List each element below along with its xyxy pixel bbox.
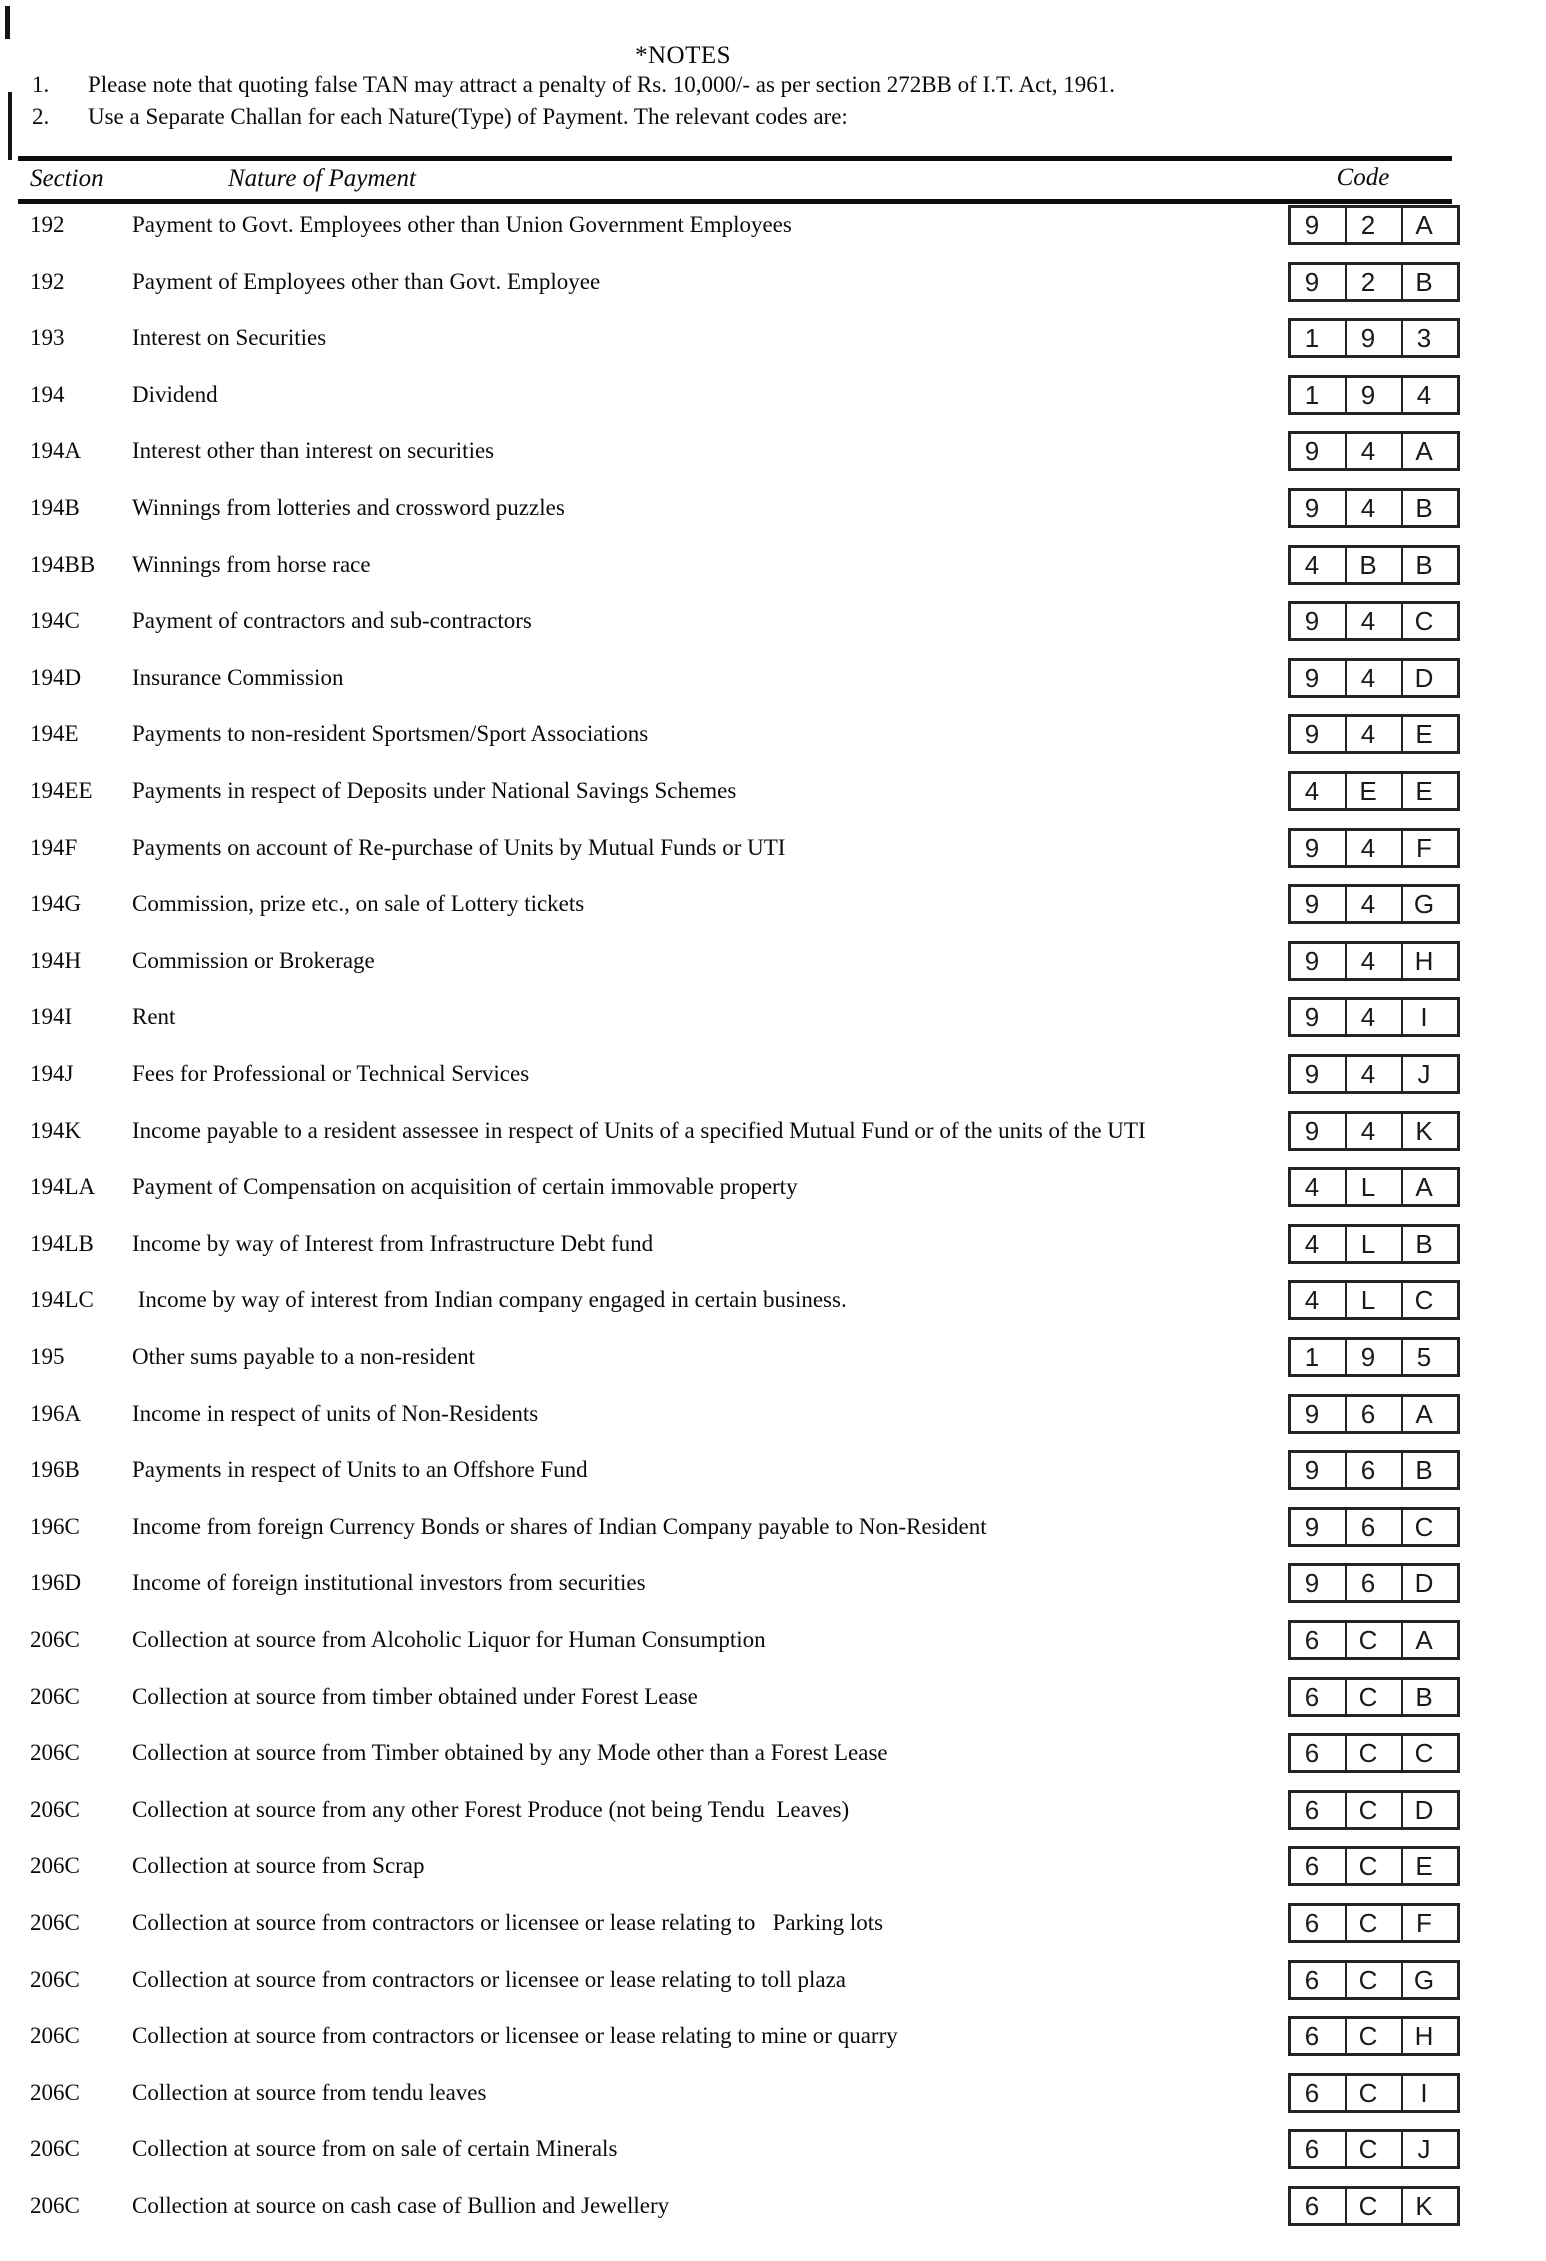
code-box xyxy=(1288,318,1460,358)
table-row xyxy=(0,1450,1546,1490)
code-cell: 3 xyxy=(1401,321,1457,355)
nature-cell: Collection at source from tendu leaves xyxy=(132,2080,487,2105)
code-cell: 6 xyxy=(1304,2020,1320,2051)
table-row xyxy=(0,884,1546,924)
code-cell: C xyxy=(1345,2076,1401,2110)
code-box xyxy=(1288,1167,1460,1207)
nature-cell: Insurance Commission xyxy=(132,665,344,690)
table-row xyxy=(0,1507,1546,1547)
section-cell: 206C xyxy=(30,1967,80,1992)
section-cell: 194G xyxy=(30,891,82,916)
code-cell: 6 xyxy=(1304,1794,1320,1825)
table-row xyxy=(0,1563,1546,1603)
section-cell: 192 xyxy=(30,269,65,294)
code-cell: 9 xyxy=(1345,1340,1401,1374)
note-text: Please note that quoting false TAN may attract a penalty of Rs. 10,000/- as per section 272BB of I.T. Act, 1961. xyxy=(88,72,1115,97)
code-box xyxy=(1288,997,1460,1037)
column-header-section: Section xyxy=(30,165,104,192)
table-row xyxy=(0,1960,1546,2000)
section-cell: 194D xyxy=(30,665,82,690)
code-cell: G xyxy=(1401,887,1457,921)
section-cell: 192 xyxy=(30,212,65,237)
section-cell: 206C xyxy=(30,2023,80,2048)
section-cell: 206C xyxy=(30,1853,80,1878)
table-row xyxy=(0,601,1546,641)
code-cell: 2 xyxy=(1345,208,1401,242)
code-cell: B xyxy=(1401,1227,1457,1261)
section-cell: 194I xyxy=(30,1004,73,1029)
section-cell: 196C xyxy=(30,1514,80,1539)
code-box xyxy=(1288,1733,1460,1773)
code-box xyxy=(1288,828,1460,868)
section-cell: 206C xyxy=(30,1684,80,1709)
column-header-nature-of-payment: Nature of Payment xyxy=(228,165,416,192)
code-cell: B xyxy=(1401,491,1457,525)
code-cell: 6 xyxy=(1304,1850,1320,1881)
table-row xyxy=(0,658,1546,698)
section-cell: 194LB xyxy=(30,1231,94,1256)
code-box xyxy=(1288,1790,1460,1830)
code-cell: 6 xyxy=(1304,1681,1320,1712)
section-cell: 194B xyxy=(30,495,80,520)
code-cell: K xyxy=(1401,2189,1457,2223)
table-row xyxy=(0,2186,1546,2226)
code-cell: A xyxy=(1401,1170,1457,1204)
code-cell: 6 xyxy=(1304,1737,1320,1768)
code-cell: D xyxy=(1401,1566,1457,1600)
code-cell: 6 xyxy=(1345,1510,1401,1544)
code-cell: C xyxy=(1345,1963,1401,1997)
code-cell: 9 xyxy=(1304,1058,1320,1089)
code-cell: 4 xyxy=(1345,434,1401,468)
section-cell: 206C xyxy=(30,1910,80,1935)
nature-cell: Payment of Compensation on acquisition of certain immovable property xyxy=(132,1174,798,1199)
code-cell: E xyxy=(1401,717,1457,751)
section-cell: 196A xyxy=(30,1401,82,1426)
code-cell: 6 xyxy=(1345,1566,1401,1600)
code-cell: C xyxy=(1401,1510,1457,1544)
code-box xyxy=(1288,375,1460,415)
table-row xyxy=(0,1111,1546,1151)
section-cell: 206C xyxy=(30,2080,80,2105)
scan-artifact xyxy=(5,6,10,39)
section-cell: 206C xyxy=(30,2136,80,2161)
code-cell: F xyxy=(1401,1906,1457,1940)
code-cell: 6 xyxy=(1345,1453,1401,1487)
code-cell: D xyxy=(1401,661,1457,695)
code-cell: 4 xyxy=(1345,491,1401,525)
code-cell: E xyxy=(1401,774,1457,808)
nature-cell: Interest on Securities xyxy=(132,325,327,350)
code-box xyxy=(1288,2016,1460,2056)
code-cell: 9 xyxy=(1304,1001,1320,1032)
code-cell: 4 xyxy=(1304,775,1320,806)
code-cell: C xyxy=(1345,1906,1401,1940)
nature-cell: Collection at source from any other Forest Produce (not being Tendu Leaves) xyxy=(132,1797,850,1822)
code-cell: 9 xyxy=(1304,662,1320,693)
code-cell: J xyxy=(1401,1057,1457,1091)
code-box xyxy=(1288,431,1460,471)
code-cell: 1 xyxy=(1304,322,1320,353)
code-cell: C xyxy=(1345,1736,1401,1770)
note-item xyxy=(0,72,1546,102)
nature-cell: Commission, prize etc., on sale of Lottery tickets xyxy=(132,891,585,916)
page-title: *NOTES xyxy=(634,42,732,69)
code-cell: C xyxy=(1401,1283,1457,1317)
code-cell: 4 xyxy=(1401,378,1457,412)
code-cell: C xyxy=(1345,2019,1401,2053)
code-box xyxy=(1288,884,1460,924)
section-cell: 194K xyxy=(30,1118,82,1143)
table-row xyxy=(0,941,1546,981)
nature-cell: Interest other than interest on securities xyxy=(132,438,495,463)
section-cell: 194BB xyxy=(30,552,96,577)
nature-cell: Income by way of Interest from Infrastructure Debt fund xyxy=(132,1231,654,1256)
nature-cell: Collection at source from Timber obtained by any Mode other than a Forest Lease xyxy=(132,1740,888,1765)
code-cell: C xyxy=(1345,1680,1401,1714)
code-cell: 4 xyxy=(1304,1284,1320,1315)
code-cell: I xyxy=(1401,1000,1457,1034)
nature-cell: Collection at source from on sale of certain Minerals xyxy=(132,2136,618,2161)
nature-cell: Dividend xyxy=(132,382,218,407)
code-box xyxy=(1288,1563,1460,1603)
code-cell: C xyxy=(1345,1793,1401,1827)
nature-cell: Collection at source from Alcoholic Liquor for Human Consumption xyxy=(132,1627,766,1652)
table-row xyxy=(0,205,1546,245)
code-cell: 4 xyxy=(1345,831,1401,865)
nature-cell: Payment of Employees other than Govt. Employee xyxy=(132,269,601,294)
code-cell: A xyxy=(1401,434,1457,468)
section-cell: 196D xyxy=(30,1570,82,1595)
code-cell: 4 xyxy=(1345,887,1401,921)
note-number: 2. xyxy=(32,104,50,129)
nature-cell: Collection at source from contractors or licensee or lease relating to toll plaza xyxy=(132,1967,846,1992)
nature-cell: Payment to Govt. Employees other than Union Government Employees xyxy=(132,212,792,237)
section-cell: 194H xyxy=(30,948,82,973)
code-cell: 9 xyxy=(1304,1567,1320,1598)
section-cell: 194LA xyxy=(30,1174,96,1199)
table-row xyxy=(0,1733,1546,1773)
section-cell: 193 xyxy=(30,325,65,350)
section-cell: 195 xyxy=(30,1344,65,1369)
nature-cell: Other sums payable to a non-resident xyxy=(132,1344,475,1369)
code-cell: C xyxy=(1345,2189,1401,2223)
code-cell: F xyxy=(1401,831,1457,865)
code-box xyxy=(1288,1111,1460,1151)
code-box xyxy=(1288,2186,1460,2226)
code-cell: L xyxy=(1345,1170,1401,1204)
code-cell: 9 xyxy=(1304,209,1320,240)
nature-cell: Collection at source from contractors or licensee or lease relating to Parking lots xyxy=(132,1910,884,1935)
code-box xyxy=(1288,1394,1460,1434)
code-cell: G xyxy=(1401,1963,1457,1997)
code-cell: 4 xyxy=(1345,604,1401,638)
nature-cell: Collection at source from timber obtained under Forest Lease xyxy=(132,1684,698,1709)
code-cell: 9 xyxy=(1304,1511,1320,1542)
table-row xyxy=(0,1337,1546,1377)
note-item xyxy=(0,104,1546,134)
code-box xyxy=(1288,262,1460,302)
code-cell: 6 xyxy=(1304,2190,1320,2221)
nature-cell: Income payable to a resident assessee in respect of Units of a specified Mutual Fund or of the units of the UTI xyxy=(132,1118,1146,1143)
code-cell: 9 xyxy=(1304,718,1320,749)
code-cell: B xyxy=(1345,548,1401,582)
code-box xyxy=(1288,1224,1460,1264)
section-cell: 206C xyxy=(30,1627,80,1652)
code-box xyxy=(1288,1960,1460,2000)
table-row xyxy=(0,545,1546,585)
code-cell: 9 xyxy=(1304,945,1320,976)
table-row xyxy=(0,1846,1546,1886)
section-cell: 194E xyxy=(30,721,79,746)
table-row xyxy=(0,431,1546,471)
code-cell: J xyxy=(1401,2132,1457,2166)
code-box xyxy=(1288,205,1460,245)
column-header-code: Code xyxy=(1336,164,1390,191)
code-box xyxy=(1288,714,1460,754)
section-cell: 194C xyxy=(30,608,80,633)
table-row xyxy=(0,375,1546,415)
section-cell: 206C xyxy=(30,1740,80,1765)
code-box xyxy=(1288,545,1460,585)
code-cell: 4 xyxy=(1345,1000,1401,1034)
code-cell: A xyxy=(1401,1397,1457,1431)
code-cell: 9 xyxy=(1304,435,1320,466)
section-cell: 194A xyxy=(30,438,82,463)
code-cell: K xyxy=(1401,1114,1457,1148)
table-row xyxy=(0,318,1546,358)
code-cell: L xyxy=(1345,1283,1401,1317)
nature-cell: Payments to non-resident Sportsmen/Sport Associations xyxy=(132,721,649,746)
code-cell: 9 xyxy=(1304,266,1320,297)
code-cell: C xyxy=(1345,2132,1401,2166)
table-row xyxy=(0,2129,1546,2169)
code-cell: 6 xyxy=(1304,1907,1320,1938)
code-cell: 9 xyxy=(1345,378,1401,412)
code-cell: 6 xyxy=(1345,1397,1401,1431)
code-cell: 4 xyxy=(1345,944,1401,978)
code-cell: C xyxy=(1345,1849,1401,1883)
code-box xyxy=(1288,601,1460,641)
nature-cell: Payments on account of Re-purchase of Units by Mutual Funds or UTI xyxy=(132,835,786,860)
code-box xyxy=(1288,941,1460,981)
note-text: Use a Separate Challan for each Nature(Type) of Payment. The relevant codes are: xyxy=(88,104,848,129)
code-cell: H xyxy=(1401,2019,1457,2053)
code-cell: D xyxy=(1401,1793,1457,1827)
code-cell: C xyxy=(1401,604,1457,638)
nature-cell: Income of foreign institutional investors from securities xyxy=(132,1570,646,1595)
nature-cell: Income from foreign Currency Bonds or shares of Indian Company payable to Non-Resident xyxy=(132,1514,987,1539)
table-row xyxy=(0,1167,1546,1207)
code-cell: 2 xyxy=(1345,265,1401,299)
section-cell: 194J xyxy=(30,1061,74,1086)
code-box xyxy=(1288,2073,1460,2113)
code-cell: 4 xyxy=(1345,661,1401,695)
table-top-rule xyxy=(18,156,1452,161)
table-row xyxy=(0,1790,1546,1830)
code-cell: I xyxy=(1401,2076,1457,2110)
section-cell: 206C xyxy=(30,1797,80,1822)
code-box xyxy=(1288,771,1460,811)
code-cell: 6 xyxy=(1304,1964,1320,1995)
code-cell: 9 xyxy=(1304,832,1320,863)
code-cell: 9 xyxy=(1345,321,1401,355)
code-cell: 4 xyxy=(1304,1228,1320,1259)
table-row xyxy=(0,1903,1546,1943)
code-box xyxy=(1288,1450,1460,1490)
nature-cell: Collection at source from Scrap xyxy=(132,1853,425,1878)
nature-cell: Collection at source on cash case of Bullion and Jewellery xyxy=(132,2193,670,2218)
code-cell: E xyxy=(1401,1849,1457,1883)
code-cell: 1 xyxy=(1304,379,1320,410)
table-header-rule xyxy=(18,199,1452,204)
table-row xyxy=(0,1677,1546,1717)
code-cell: 4 xyxy=(1345,717,1401,751)
code-box xyxy=(1288,1620,1460,1660)
code-cell: 9 xyxy=(1304,492,1320,523)
nature-cell: Income in respect of units of Non-Residents xyxy=(132,1401,539,1426)
table-row xyxy=(0,2016,1546,2056)
table-row xyxy=(0,997,1546,1037)
code-cell: 1 xyxy=(1304,1341,1320,1372)
code-cell: 6 xyxy=(1304,1624,1320,1655)
code-cell: A xyxy=(1401,1623,1457,1657)
table-row xyxy=(0,1620,1546,1660)
table-row xyxy=(0,1280,1546,1320)
code-cell: B xyxy=(1401,265,1457,299)
code-cell: E xyxy=(1345,774,1401,808)
code-cell: C xyxy=(1401,1736,1457,1770)
section-cell: 194EE xyxy=(30,778,93,803)
section-cell: 194F xyxy=(30,835,78,860)
code-cell: 9 xyxy=(1304,888,1320,919)
code-box xyxy=(1288,658,1460,698)
note-number: 1. xyxy=(32,72,50,97)
code-box xyxy=(1288,1337,1460,1377)
section-cell: 196B xyxy=(30,1457,80,1482)
code-cell: L xyxy=(1345,1227,1401,1261)
table-row xyxy=(0,262,1546,302)
table-row xyxy=(0,714,1546,754)
code-cell: 4 xyxy=(1304,549,1320,580)
code-box xyxy=(1288,488,1460,528)
nature-cell: Income by way of interest from Indian company engaged in certain business. xyxy=(132,1287,847,1312)
nature-cell: Commission or Brokerage xyxy=(132,948,375,973)
code-cell: 5 xyxy=(1401,1340,1457,1374)
code-box xyxy=(1288,1280,1460,1320)
code-cell: 4 xyxy=(1304,1171,1320,1202)
code-box xyxy=(1288,2129,1460,2169)
code-cell: 4 xyxy=(1345,1057,1401,1091)
table-row xyxy=(0,488,1546,528)
nature-cell: Collection at source from contractors or licensee or lease relating to mine or quarry xyxy=(132,2023,898,2048)
code-cell: B xyxy=(1401,1680,1457,1714)
table-row xyxy=(0,1224,1546,1264)
code-cell: A xyxy=(1401,208,1457,242)
section-cell: 194LC xyxy=(30,1287,94,1312)
code-box xyxy=(1288,1903,1460,1943)
code-box xyxy=(1288,1054,1460,1094)
code-cell: 9 xyxy=(1304,1398,1320,1429)
nature-cell: Winnings from horse race xyxy=(132,552,371,577)
code-cell: H xyxy=(1401,944,1457,978)
code-cell: 4 xyxy=(1345,1114,1401,1148)
table-row xyxy=(0,1054,1546,1094)
nature-cell: Payments in respect of Deposits under National Savings Schemes xyxy=(132,778,737,803)
nature-cell: Winnings from lotteries and crossword puzzles xyxy=(132,495,565,520)
section-cell: 206C xyxy=(30,2193,80,2218)
nature-cell: Payments in respect of Units to an Offshore Fund xyxy=(132,1457,588,1482)
table-row xyxy=(0,771,1546,811)
code-box xyxy=(1288,1677,1460,1717)
code-cell: 6 xyxy=(1304,2133,1320,2164)
code-box xyxy=(1288,1507,1460,1547)
code-cell: 9 xyxy=(1304,1454,1320,1485)
code-cell: 9 xyxy=(1304,605,1320,636)
table-row xyxy=(0,828,1546,868)
code-cell: B xyxy=(1401,1453,1457,1487)
code-cell: 9 xyxy=(1304,1115,1320,1146)
code-cell: 6 xyxy=(1304,2077,1320,2108)
code-cell: B xyxy=(1401,548,1457,582)
section-cell: 194 xyxy=(30,382,65,407)
nature-cell: Payment of contractors and sub-contractors xyxy=(132,608,532,633)
nature-cell: Rent xyxy=(132,1004,176,1029)
code-box xyxy=(1288,1846,1460,1886)
table-row xyxy=(0,1394,1546,1434)
code-cell: C xyxy=(1345,1623,1401,1657)
nature-cell: Fees for Professional or Technical Services xyxy=(132,1061,530,1086)
table-row xyxy=(0,2073,1546,2113)
